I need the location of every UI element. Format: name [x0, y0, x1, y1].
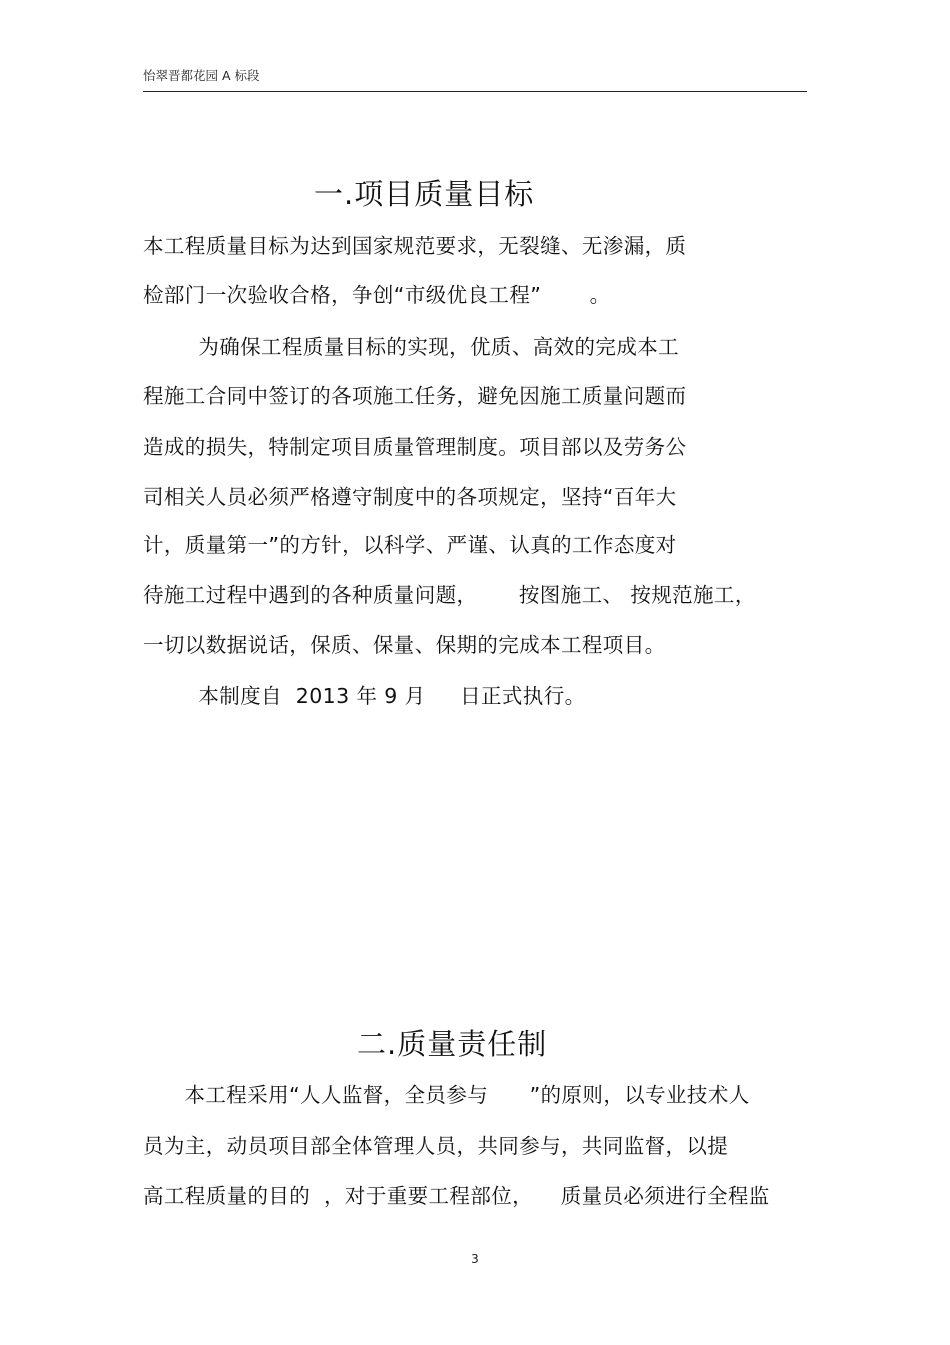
section-title-quality-goal: 一.项目质量目标 [314, 177, 535, 211]
paragraph-line: 为确保工程质量目标的实现，优质、高效的完成本工 [143, 335, 680, 359]
paragraph-line: 程施工合同中签订的各项施工任务，避免因施工质量问题而 [143, 384, 687, 408]
section-title-quality-responsibility: 二.质量责任制 [357, 1027, 548, 1061]
paragraph-line: 高工程质量的目的 ，对于重要工程部位， 质量员必须进行全程监 [143, 1184, 770, 1208]
effective-date-line: 本制度自 2013 年 9 月 日正式执行。 [143, 684, 586, 708]
paragraph-line: 待施工过程中遇到的各种质量问题， 按图施工、 按规范施工， [143, 583, 756, 607]
paragraph-line: 计，质量第一”的方针，以科学、严谨、认真的工作态度对 [143, 533, 677, 557]
paragraph-line: 检部门一次验收合格，争创“市级优良工程” 。 [143, 283, 611, 307]
paragraph-line: 本工程质量目标为达到国家规范要求，无裂缝、无渗漏，质 [143, 234, 687, 258]
running-header: 怡翠晋都花园 A 标段 [143, 68, 260, 83]
paragraph-line: 造成的损失，特制定项目质量管理制度。项目部以及劳务公 [143, 435, 687, 459]
page-number: 3 [471, 1252, 479, 1266]
paragraph-line: 一切以数据说话，保质、保量、保期的完成本工程项目。 [143, 633, 666, 657]
header-divider [143, 91, 807, 92]
paragraph-line: 员为主，动员项目部全体管理人员，共同参与，共同监督，以提 [143, 1134, 729, 1158]
paragraph-line: 本工程采用“人人监督，全员参与 ”的原则，以专业技术人 [143, 1083, 750, 1107]
paragraph-line: 司相关人员必须严格遵守制度中的各项规定，坚持“百年大 [143, 485, 677, 509]
